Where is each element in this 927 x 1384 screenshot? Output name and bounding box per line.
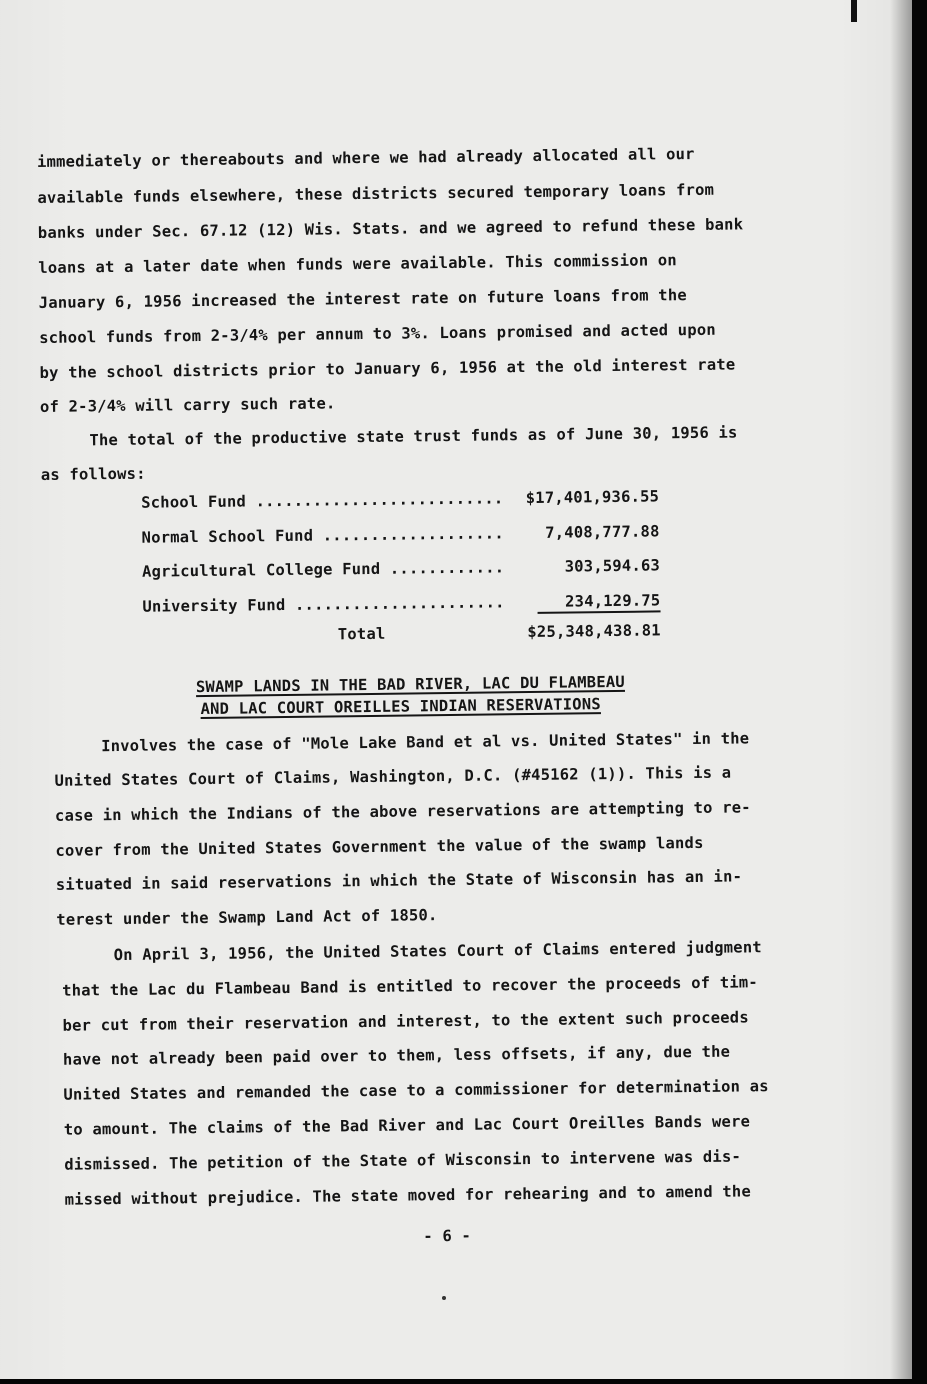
total-amount: $25,348,438.81 xyxy=(527,621,661,642)
para1-line: of 2-3/4% will carry such rate. xyxy=(39,394,336,416)
para1-line: banks under Sec. 67.12 (12) Wis. Stats. and we agreed to refund these bank xyxy=(37,215,744,243)
fund-amount: 234,129.75 xyxy=(537,591,661,614)
para1-line: by the school districts prior to January 6, 1956 at the old interest rate xyxy=(39,355,736,382)
fund-amount: 303,594.63 xyxy=(564,556,661,576)
table-row xyxy=(141,487,660,512)
section-heading-line: SWAMP LANDS IN THE BAD RIVER, LAC DU FLAMBEAU xyxy=(195,672,625,697)
section-heading-line: AND LAC COURT OREILLES INDIAN RESERVATIONS xyxy=(200,695,601,719)
para2-line: as follows: xyxy=(40,464,146,484)
table-row xyxy=(141,556,661,581)
page-number: - 6 - xyxy=(423,1226,472,1246)
table-row xyxy=(141,522,660,547)
fund-label: Normal School Fund ................... xyxy=(141,524,504,547)
para4-line: ber cut from their reservation and interest, to the extent such proceeds xyxy=(62,1008,749,1035)
para4-line: On April 3, 1956, the United States Court of Claims entered judgment xyxy=(113,938,762,965)
para3-line: situated in said reservations in which the State of Wisconsin has an in- xyxy=(55,867,743,894)
para3-line: terest under the Swamp Land Act of 1850. xyxy=(56,906,438,929)
fund-label: Agricultural College Fund ............ xyxy=(141,558,505,581)
para1-line: school funds from 2-3/4% per annum to 3%. Loans promised and acted upon xyxy=(39,320,716,347)
para4-line: missed without prejudice. The state moved for rehearing and to amend the xyxy=(64,1182,752,1209)
fund-amount: 7,408,777.88 xyxy=(545,522,660,542)
paper-speck xyxy=(442,1296,446,1300)
para4-line: dismissed. The petition of the State of Wisconsin to intervene was dis- xyxy=(64,1147,742,1174)
fund-label: University Fund ...................... xyxy=(142,593,505,616)
para4-line: that the Lac du Flambeau Band is entitled to recover the proceeds of tim- xyxy=(62,973,759,1000)
para3-line: case in which the Indians of the above reservations are attempting to re- xyxy=(54,798,751,825)
para1-line: loans at a later date when funds were available. This commission on xyxy=(38,251,678,278)
para4-line: United States and remanded the case to a commissioner for determination as xyxy=(63,1077,769,1104)
para1-line: January 6, 1956 increased the interest rate on future loans from the xyxy=(38,286,687,312)
para2-line: The total of the productive state trust funds as of June 30, 1956 is xyxy=(89,423,738,450)
table-total-row xyxy=(143,621,661,644)
para1-line: available funds elsewhere, these districts secured temporary loans from xyxy=(37,180,715,208)
total-label: Total xyxy=(337,624,386,644)
para3-line: United States Court of Claims, Washington, D.C. (#45162 (1)). This is a xyxy=(54,763,732,790)
para4-line: have not already been paid over to them, less offsets, if any, due the xyxy=(62,1042,731,1069)
para1-line: immediately or thereabouts and where we had already allocated all our xyxy=(36,144,695,172)
table-row xyxy=(142,591,661,616)
para3-line: cover from the United States Government the value of the swamp lands xyxy=(55,833,704,860)
para3-line: Involves the case of "Mole Lake Band et al vs. United States" in the xyxy=(101,729,750,756)
para4-line: to amount. The claims of the Bad River and Lac Court Oreilles Bands were xyxy=(63,1112,751,1139)
fund-amount: $17,401,936.55 xyxy=(525,487,660,508)
fund-label: School Fund .......................... xyxy=(141,489,504,512)
